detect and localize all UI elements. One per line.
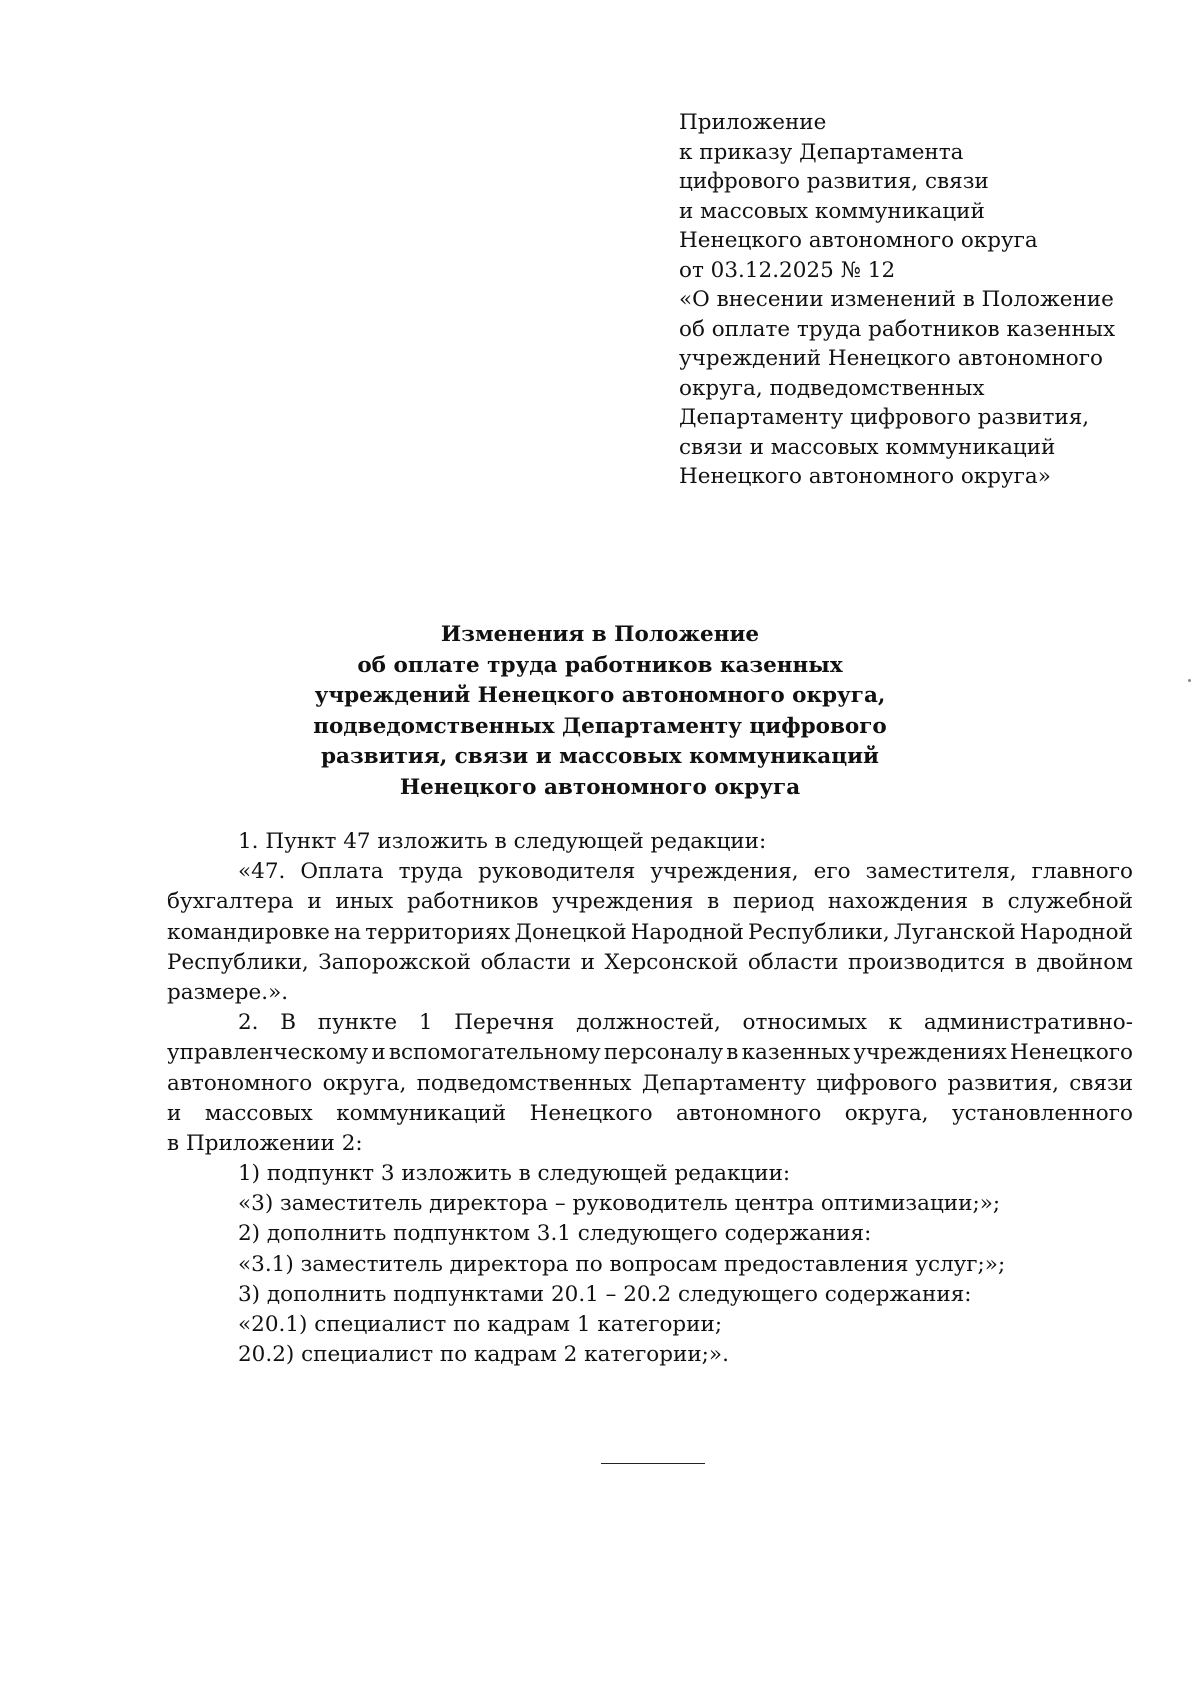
- word: связи: [1069, 1070, 1133, 1096]
- word: управленческому: [167, 1040, 369, 1066]
- word: Луганской: [893, 919, 1016, 945]
- title-line: Изменения в Положение: [440, 622, 760, 647]
- item-2-paragraph-line: [167, 1008, 1133, 1038]
- word: двойном: [1036, 949, 1133, 975]
- word: иных: [335, 889, 394, 915]
- word: массовых: [204, 1100, 313, 1126]
- word: работников: [406, 889, 539, 915]
- word: производится: [847, 949, 1006, 975]
- subitem-line: 2) дополнить подпунктом 3.1 следующего содержания:: [238, 1221, 872, 1247]
- word: и: [580, 949, 595, 975]
- word: Ненецкого: [529, 1100, 653, 1126]
- word: период: [732, 889, 815, 915]
- word: округа,: [322, 1070, 407, 1096]
- word: персоналу: [603, 1040, 724, 1066]
- title-line: об оплате труда работников казенных: [357, 652, 843, 678]
- scan-speck: [1188, 679, 1191, 682]
- word: автономного: [167, 1070, 313, 1096]
- word: Перечня: [454, 1010, 555, 1036]
- subitem-line: «3.1) заместитель директора по вопросам предоставления услуг;»;: [238, 1251, 1006, 1277]
- word: Народной: [630, 919, 744, 945]
- appendix-line: цифрового развития, связи: [679, 169, 989, 194]
- word: Департаменту: [641, 1070, 806, 1096]
- word: в: [1014, 949, 1027, 975]
- appendix-line: об оплате труда работников казенных: [679, 316, 1116, 342]
- word: учреждения: [552, 889, 694, 915]
- appendix-line: и массовых коммуникаций: [679, 198, 985, 224]
- word: Херсонской: [604, 949, 739, 975]
- word: Народной: [1019, 919, 1133, 945]
- word: Республики,: [747, 919, 890, 945]
- word: бухгалтера: [167, 889, 294, 915]
- item-2-paragraph-line: [167, 1038, 1133, 1068]
- word: вспомогательному: [388, 1040, 601, 1066]
- appendix-line: к приказу Департамента: [679, 139, 964, 165]
- subitem-line: 1) подпункт 3 изложить в следующей редакции:: [238, 1161, 791, 1187]
- item-2-paragraph-line: [167, 1099, 1133, 1129]
- word: труда: [398, 859, 464, 885]
- word: руководителя: [478, 859, 636, 885]
- word: относимых: [742, 1010, 867, 1036]
- subitem-line: 3) дополнить подпунктами 20.1 – 20.2 следующего содержания:: [238, 1281, 972, 1307]
- item-2-paragraph-line: [167, 1069, 1133, 1099]
- word: учреждения,: [650, 859, 799, 885]
- subitem-line: 20.2) специалист по кадрам 2 категории;».: [238, 1342, 729, 1368]
- title-line: Ненецкого автономного округа: [399, 774, 801, 800]
- item-2-paragraph-line: в Приложении 2:: [167, 1130, 363, 1156]
- document-body: [167, 827, 1133, 1370]
- word: Донецкой: [514, 919, 627, 945]
- word: и: [371, 1040, 386, 1066]
- word: в: [707, 889, 720, 915]
- appendix-line: учреждений Ненецкого автономного: [679, 346, 1103, 371]
- word: заместителя,: [865, 859, 1017, 885]
- word: учреждениях: [853, 1040, 1007, 1066]
- word: округа,: [844, 1100, 929, 1126]
- word: его: [813, 859, 851, 885]
- word: территориях: [365, 919, 511, 945]
- appendix-order-number: от 03.12.2025 № 12: [679, 257, 896, 283]
- item-1-paragraph-line: [167, 918, 1133, 948]
- word: В: [280, 1010, 297, 1036]
- title-line: подведомственных Департаменту цифрового: [313, 713, 887, 739]
- appendix-line: Ненецкого автономного округа»: [679, 464, 1051, 489]
- title-line: учреждений Ненецкого автономного округа,: [314, 683, 886, 708]
- word: должностей,: [576, 1010, 721, 1036]
- appendix-line: Ненецкого автономного округа: [679, 228, 1038, 253]
- word: цифрового: [816, 1070, 938, 1096]
- appendix-header: [679, 108, 1119, 492]
- word: в: [981, 889, 994, 915]
- word: казенных: [741, 1040, 851, 1066]
- subitem-line: «20.1) специалист по кадрам 1 категории;: [238, 1312, 723, 1337]
- word: 2.: [238, 1010, 259, 1036]
- word: развития,: [947, 1070, 1059, 1096]
- item-1-paragraph-line: [167, 887, 1133, 917]
- word: области: [747, 949, 839, 975]
- item-1-heading: 1. Пункт 47 изложить в следующей редакции:: [238, 829, 767, 854]
- document-title: [150, 620, 1050, 803]
- word: Республики,: [167, 949, 309, 975]
- end-of-document-rule: [601, 1463, 705, 1464]
- item-1-paragraph-line: размере.».: [167, 979, 289, 1005]
- word: на: [333, 919, 362, 945]
- word: области: [480, 949, 572, 975]
- word: служебной: [1007, 889, 1133, 915]
- word: и: [307, 889, 322, 915]
- word: нахождения: [827, 889, 969, 915]
- word: установленного: [951, 1100, 1133, 1126]
- word: командировке: [167, 919, 330, 945]
- word: подведомственных: [416, 1070, 632, 1096]
- appendix-line: Департаменту цифрового развития,: [679, 405, 1090, 430]
- appendix-line: «О внесении изменений в Положение: [679, 287, 1114, 312]
- word: Оплата: [300, 859, 384, 885]
- word: главного: [1031, 859, 1133, 885]
- appendix-line: округа, подведомственных: [679, 375, 985, 401]
- word: «47.: [238, 859, 286, 885]
- word: к: [888, 1010, 903, 1036]
- word: пункте: [317, 1010, 398, 1036]
- word: автономного: [676, 1100, 822, 1126]
- word: и: [167, 1100, 182, 1126]
- appendix-line: связи и массовых коммуникаций: [679, 434, 1056, 460]
- word: Запорожской: [318, 949, 471, 975]
- appendix-line: Приложение: [679, 110, 827, 135]
- subitem-line: «3) заместитель директора – руководитель центра оптимизации;»;: [238, 1191, 1001, 1217]
- item-1-paragraph-line: [167, 948, 1133, 978]
- word: в: [726, 1040, 739, 1066]
- word: 1: [418, 1010, 433, 1036]
- item-1-paragraph-line: [167, 857, 1133, 887]
- word: Ненецкого: [1010, 1040, 1133, 1066]
- word: коммуникаций: [336, 1100, 507, 1126]
- word: административно-: [923, 1010, 1133, 1036]
- title-line: развития, связи и массовых коммуникаций: [320, 744, 879, 769]
